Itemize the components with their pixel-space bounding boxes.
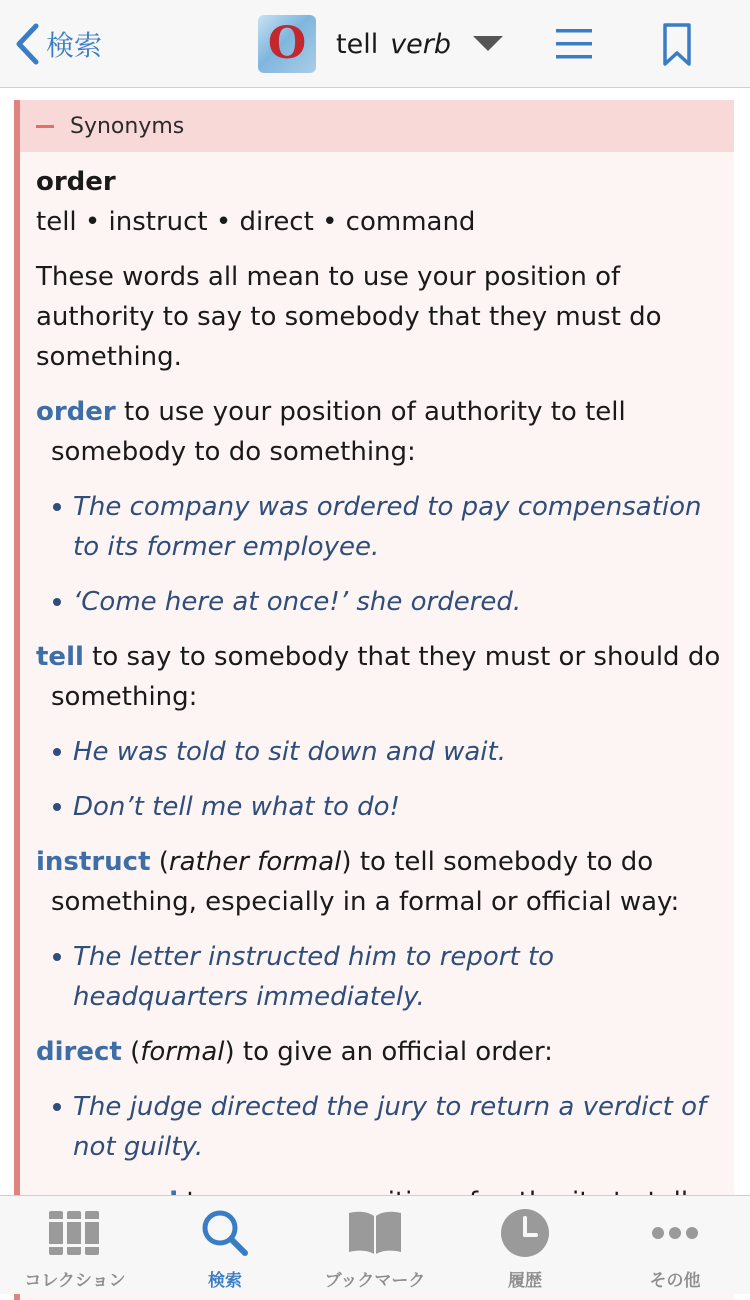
tab-history[interactable] <box>450 1196 600 1295</box>
synonym-entry: instruct (rather formal) to tell somebody to do something, especially in a formal or official way: <box>36 847 680 917</box>
synonyms-panel <box>14 100 734 1300</box>
example-sentence <box>36 787 722 827</box>
synonym-keyword-link[interactable]: order <box>36 397 116 427</box>
hamburger-menu-icon <box>554 26 594 62</box>
synonym-definition: to give an official order: <box>234 1037 553 1067</box>
bullet <box>53 803 61 811</box>
more-icon <box>650 1208 700 1258</box>
back-button-label: 検索 <box>46 29 103 62</box>
caret-down-icon <box>473 36 503 52</box>
bookmark-button[interactable] <box>660 22 694 68</box>
dictionary-logo <box>258 15 316 73</box>
dictionary-logo-letter: O <box>267 18 307 69</box>
entry-content[interactable] <box>0 88 750 1195</box>
synonym-keyword-link[interactable]: instruct <box>36 847 151 877</box>
chevron-left-icon <box>14 22 40 66</box>
synonym-definition: to say to somebody that they must or should do something: <box>51 642 721 712</box>
synonym-intro: These words all mean to use your position of authority to say to somebody that they must do something. <box>36 262 662 372</box>
bullet <box>53 1103 61 1111</box>
tab-more[interactable] <box>600 1196 750 1295</box>
menu-button[interactable] <box>554 26 594 62</box>
search-icon <box>200 1208 250 1258</box>
back-button[interactable] <box>14 20 102 68</box>
example-text: The judge directed the jury to return a verdict of not guilty. <box>73 1092 707 1162</box>
synonym-entry: direct (formal) to give an official order: <box>36 1037 553 1067</box>
synonym-group-headword: order <box>36 167 116 197</box>
synonym-keyword-link[interactable]: direct <box>36 1037 122 1067</box>
tab-collection[interactable] <box>0 1196 150 1295</box>
synonym-definition: to tell somebody to do something, especially in a formal or official way: <box>51 847 680 917</box>
example-sentence <box>36 487 722 567</box>
synonym-definition: to use your position of authority to tell somebody to do something: <box>51 397 626 467</box>
bullet <box>53 748 61 756</box>
bullet <box>53 503 61 511</box>
synonym-entry <box>36 637 722 717</box>
part-of-speech: verb <box>390 28 452 60</box>
bullet <box>53 953 61 961</box>
tab-bookmarks[interactable] <box>300 1196 450 1295</box>
example-sentence <box>36 732 722 772</box>
entry-title-dropdown[interactable] <box>258 14 503 74</box>
tab-label: その他 <box>649 1271 701 1291</box>
register-label: formal <box>140 1037 225 1067</box>
tab-label: 検索 <box>208 1271 242 1291</box>
clock-icon <box>500 1208 550 1258</box>
books-icon <box>48 1208 102 1258</box>
register-label: rather formal <box>168 847 342 877</box>
synonym-list: tell • instruct • direct • command <box>36 207 476 237</box>
tab-search[interactable] <box>150 1196 300 1295</box>
tab-bar <box>0 1195 750 1294</box>
example-text: The company was ordered to pay compensation to its former employee. <box>73 492 702 562</box>
synonym-keyword-link[interactable]: tell <box>36 642 84 672</box>
tab-label: ブックマーク <box>324 1271 426 1291</box>
tab-label: 履歴 <box>508 1271 542 1291</box>
example-text: ‘Come here at once!’ she ordered. <box>73 587 522 617</box>
synonym-entry <box>36 392 722 472</box>
example-text: Don’t tell me what to do! <box>73 792 400 822</box>
bookmark-icon <box>660 22 694 68</box>
tab-label: コレクション <box>24 1271 126 1291</box>
headword-title: tell <box>336 28 379 60</box>
navigation-bar <box>0 0 750 88</box>
example-sentence <box>36 937 722 1017</box>
example-text: The letter instructed him to report to headquarters immediately. <box>73 942 555 1012</box>
example-sentence <box>36 1087 722 1167</box>
bullet <box>53 598 61 606</box>
open-book-icon <box>347 1208 403 1256</box>
synonyms-header[interactable] <box>20 100 734 152</box>
example-text: He was told to sit down and wait. <box>73 737 506 767</box>
synonyms-body <box>20 152 734 1262</box>
synonyms-header-label: Synonyms <box>70 113 185 139</box>
example-sentence <box>36 582 722 622</box>
collapse-minus-icon <box>36 125 54 128</box>
